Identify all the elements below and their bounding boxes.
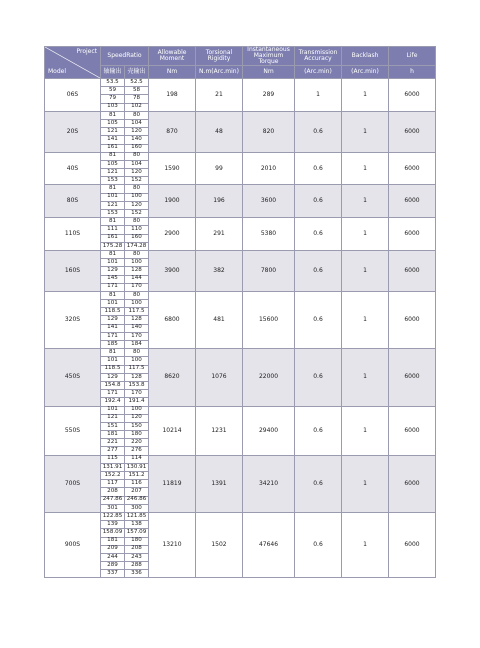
max-torque-cell: 47646 bbox=[243, 512, 295, 578]
header-max-torque: Instantaneous Maximum Torque bbox=[243, 47, 295, 66]
header-torsional-rigidity: Torsional Rigidity bbox=[196, 47, 243, 66]
transmission-accuracy-cell: 0.6 bbox=[295, 218, 342, 251]
shaft-ratio-cell: 175.28 bbox=[101, 242, 125, 250]
housing-ratio-cell: 144 bbox=[125, 275, 149, 283]
shaft-ratio-cell: 121 bbox=[101, 128, 125, 136]
backlash-cell: 1 bbox=[342, 250, 389, 291]
housing-ratio-cell: 80 bbox=[125, 250, 149, 258]
life-cell: 6000 bbox=[389, 291, 436, 348]
allowable-moment-cell: 1590 bbox=[149, 152, 196, 185]
torsional-rigidity-cell: 21 bbox=[196, 79, 243, 112]
shaft-ratio-cell: 121 bbox=[101, 201, 125, 209]
life-cell: 6000 bbox=[389, 512, 436, 578]
shaft-ratio-cell: 181 bbox=[101, 431, 125, 439]
shaft-ratio-cell: 115 bbox=[101, 455, 125, 463]
housing-ratio-cell: 130.91 bbox=[125, 463, 149, 471]
shaft-ratio-cell: 129 bbox=[101, 373, 125, 381]
housing-ratio-cell: 117.5 bbox=[125, 308, 149, 316]
table-row bbox=[45, 512, 436, 520]
shaft-ratio-cell: 192.4 bbox=[101, 398, 125, 406]
housing-ratio-cell: 116 bbox=[125, 480, 149, 488]
backlash-cell: 1 bbox=[342, 455, 389, 512]
shaft-ratio-cell: 81 bbox=[101, 185, 125, 193]
allowable-moment-cell: 8620 bbox=[149, 349, 196, 406]
shaft-ratio-cell: 244 bbox=[101, 553, 125, 561]
housing-ratio-cell: 140 bbox=[125, 324, 149, 332]
transmission-accuracy-cell: 0.6 bbox=[295, 152, 342, 185]
housing-ratio-cell: 104 bbox=[125, 160, 149, 168]
housing-ratio-cell: 120 bbox=[125, 201, 149, 209]
header-life: Life bbox=[389, 47, 436, 66]
housing-ratio-cell: 78 bbox=[125, 95, 149, 103]
max-torque-cell: 5380 bbox=[243, 218, 295, 251]
housing-ratio-cell: 151.2 bbox=[125, 472, 149, 480]
transmission-accuracy-cell: 0.6 bbox=[295, 111, 342, 152]
life-cell: 6000 bbox=[389, 185, 436, 218]
housing-ratio-cell: 100 bbox=[125, 406, 149, 414]
shaft-ratio-cell: 122.85 bbox=[101, 512, 125, 520]
shaft-ratio-cell: 79 bbox=[101, 95, 125, 103]
model-cell: 160S bbox=[45, 250, 101, 291]
shaft-ratio-cell: 153 bbox=[101, 177, 125, 185]
life-cell: 6000 bbox=[389, 79, 436, 112]
housing-ratio-cell: 100 bbox=[125, 300, 149, 308]
housing-ratio-cell: 243 bbox=[125, 553, 149, 561]
housing-ratio-cell: 170 bbox=[125, 390, 149, 398]
allowable-moment-cell: 198 bbox=[149, 79, 196, 112]
torsional-rigidity-cell: 1231 bbox=[196, 406, 243, 455]
backlash-cell: 1 bbox=[342, 111, 389, 152]
shaft-ratio-cell: 153 bbox=[101, 210, 125, 218]
life-cell: 6000 bbox=[389, 406, 436, 455]
shaft-ratio-cell: 118.5 bbox=[101, 365, 125, 373]
life-cell: 6000 bbox=[389, 111, 436, 152]
spec-table-body bbox=[45, 79, 436, 578]
shaft-ratio-cell: 121 bbox=[101, 414, 125, 422]
housing-ratio-cell: 128 bbox=[125, 373, 149, 381]
header-transmission-accuracy: Transmission Accuracy bbox=[295, 47, 342, 66]
backlash-cell: 1 bbox=[342, 79, 389, 112]
housing-ratio-cell: 170 bbox=[125, 332, 149, 340]
shaft-ratio-cell: 101 bbox=[101, 300, 125, 308]
shaft-ratio-cell: 161 bbox=[101, 144, 125, 152]
shaft-ratio-cell: 141 bbox=[101, 324, 125, 332]
unit-max-torque: Nm bbox=[243, 66, 295, 79]
housing-ratio-cell: 58 bbox=[125, 87, 149, 95]
housing-ratio-cell: 138 bbox=[125, 521, 149, 529]
torsional-rigidity-cell: 1502 bbox=[196, 512, 243, 578]
header-model-label: Model bbox=[48, 68, 67, 75]
table-row bbox=[45, 152, 436, 160]
housing-ratio-cell: 121.85 bbox=[125, 512, 149, 520]
torsional-rigidity-cell: 99 bbox=[196, 152, 243, 185]
torsional-rigidity-cell: 291 bbox=[196, 218, 243, 251]
housing-ratio-cell: 120 bbox=[125, 414, 149, 422]
housing-ratio-cell: 157.09 bbox=[125, 529, 149, 537]
housing-ratio-cell: 170 bbox=[125, 283, 149, 291]
housing-ratio-cell: 140 bbox=[125, 136, 149, 144]
transmission-accuracy-cell: 1 bbox=[295, 79, 342, 112]
allowable-moment-cell: 1900 bbox=[149, 185, 196, 218]
shaft-ratio-cell: 181 bbox=[101, 537, 125, 545]
model-cell: 320S bbox=[45, 291, 101, 348]
life-cell: 6000 bbox=[389, 455, 436, 512]
model-cell: 80S bbox=[45, 185, 101, 218]
housing-ratio-cell: 180 bbox=[125, 537, 149, 545]
housing-ratio-cell: 180 bbox=[125, 431, 149, 439]
shaft-ratio-cell: 151 bbox=[101, 422, 125, 430]
transmission-accuracy-cell: 0.6 bbox=[295, 291, 342, 348]
header-model-project-cell bbox=[45, 47, 101, 79]
backlash-cell: 1 bbox=[342, 291, 389, 348]
life-cell: 6000 bbox=[389, 218, 436, 251]
shaft-ratio-cell: 221 bbox=[101, 439, 125, 447]
unit-torsional-rigidity: N.m(Arc.min) bbox=[196, 66, 243, 79]
housing-ratio-cell: 160 bbox=[125, 234, 149, 242]
header-housing-output: 壳输出 bbox=[125, 66, 149, 79]
housing-ratio-cell: 80 bbox=[125, 152, 149, 160]
transmission-accuracy-cell: 0.6 bbox=[295, 455, 342, 512]
shaft-ratio-cell: 158.09 bbox=[101, 529, 125, 537]
housing-ratio-cell: 104 bbox=[125, 119, 149, 127]
shaft-ratio-cell: 129 bbox=[101, 316, 125, 324]
shaft-ratio-cell: 103 bbox=[101, 103, 125, 111]
table-row bbox=[45, 406, 436, 414]
shaft-ratio-cell: 111 bbox=[101, 226, 125, 234]
life-cell: 6000 bbox=[389, 152, 436, 185]
life-cell: 6000 bbox=[389, 250, 436, 291]
housing-ratio-cell: 208 bbox=[125, 545, 149, 553]
backlash-cell: 1 bbox=[342, 349, 389, 406]
shaft-ratio-cell: 118.5 bbox=[101, 308, 125, 316]
shaft-ratio-cell: 105 bbox=[101, 160, 125, 168]
housing-ratio-cell: 207 bbox=[125, 488, 149, 496]
allowable-moment-cell: 870 bbox=[149, 111, 196, 152]
shaft-ratio-cell: 141 bbox=[101, 136, 125, 144]
torsional-rigidity-cell: 382 bbox=[196, 250, 243, 291]
max-torque-cell: 34210 bbox=[243, 455, 295, 512]
shaft-ratio-cell: 81 bbox=[101, 349, 125, 357]
housing-ratio-cell: 52.5 bbox=[125, 79, 149, 87]
housing-ratio-cell: 80 bbox=[125, 349, 149, 357]
housing-ratio-cell: 150 bbox=[125, 422, 149, 430]
torsional-rigidity-cell: 196 bbox=[196, 185, 243, 218]
allowable-moment-cell: 2900 bbox=[149, 218, 196, 251]
housing-ratio-cell: 288 bbox=[125, 562, 149, 570]
shaft-ratio-cell: 337 bbox=[101, 570, 125, 578]
shaft-ratio-cell: 81 bbox=[101, 218, 125, 226]
shaft-ratio-cell: 81 bbox=[101, 111, 125, 119]
housing-ratio-cell: 153.8 bbox=[125, 381, 149, 389]
model-cell: 450S bbox=[45, 349, 101, 406]
table-row bbox=[45, 455, 436, 463]
housing-ratio-cell: 246.86 bbox=[125, 496, 149, 504]
shaft-ratio-cell: 185 bbox=[101, 341, 125, 349]
allowable-moment-cell: 13210 bbox=[149, 512, 196, 578]
backlash-cell: 1 bbox=[342, 185, 389, 218]
housing-ratio-cell: 220 bbox=[125, 439, 149, 447]
shaft-ratio-cell: 247.86 bbox=[101, 496, 125, 504]
backlash-cell: 1 bbox=[342, 406, 389, 455]
torsional-rigidity-cell: 1391 bbox=[196, 455, 243, 512]
housing-ratio-cell: 80 bbox=[125, 291, 149, 299]
shaft-ratio-cell: 277 bbox=[101, 447, 125, 455]
unit-life: h bbox=[389, 66, 436, 79]
unit-transmission-accuracy: (Arc.min) bbox=[295, 66, 342, 79]
shaft-ratio-cell: 53.5 bbox=[101, 79, 125, 87]
shaft-ratio-cell: 81 bbox=[101, 152, 125, 160]
shaft-ratio-cell: 101 bbox=[101, 357, 125, 365]
transmission-accuracy-cell: 0.6 bbox=[295, 250, 342, 291]
max-torque-cell: 29400 bbox=[243, 406, 295, 455]
housing-ratio-cell: 100 bbox=[125, 357, 149, 365]
model-cell: 40S bbox=[45, 152, 101, 185]
shaft-ratio-cell: 101 bbox=[101, 193, 125, 201]
shaft-ratio-cell: 117 bbox=[101, 480, 125, 488]
shaft-ratio-cell: 301 bbox=[101, 504, 125, 512]
max-torque-cell: 820 bbox=[243, 111, 295, 152]
housing-ratio-cell: 174.28 bbox=[125, 242, 149, 250]
shaft-ratio-cell: 171 bbox=[101, 332, 125, 340]
model-cell: 06S bbox=[45, 79, 101, 112]
shaft-ratio-cell: 289 bbox=[101, 562, 125, 570]
header-allowable-moment: Allowable Moment bbox=[149, 47, 196, 66]
shaft-ratio-cell: 81 bbox=[101, 291, 125, 299]
housing-ratio-cell: 117.5 bbox=[125, 365, 149, 373]
backlash-cell: 1 bbox=[342, 152, 389, 185]
table-row bbox=[45, 250, 436, 258]
header-speed-ratio: SpeedRatio bbox=[101, 47, 149, 66]
max-torque-cell: 3600 bbox=[243, 185, 295, 218]
transmission-accuracy-cell: 0.6 bbox=[295, 185, 342, 218]
housing-ratio-cell: 128 bbox=[125, 316, 149, 324]
shaft-ratio-cell: 129 bbox=[101, 267, 125, 275]
housing-ratio-cell: 100 bbox=[125, 259, 149, 267]
housing-ratio-cell: 191.4 bbox=[125, 398, 149, 406]
housing-ratio-cell: 110 bbox=[125, 226, 149, 234]
shaft-ratio-cell: 139 bbox=[101, 521, 125, 529]
max-torque-cell: 2010 bbox=[243, 152, 295, 185]
max-torque-cell: 289 bbox=[243, 79, 295, 112]
housing-ratio-cell: 276 bbox=[125, 447, 149, 455]
model-cell: 700S bbox=[45, 455, 101, 512]
model-cell: 110S bbox=[45, 218, 101, 251]
model-cell: 900S bbox=[45, 512, 101, 578]
model-cell: 20S bbox=[45, 111, 101, 152]
shaft-ratio-cell: 161 bbox=[101, 234, 125, 242]
header-backlash: Backlash bbox=[342, 47, 389, 66]
allowable-moment-cell: 10214 bbox=[149, 406, 196, 455]
shaft-ratio-cell: 145 bbox=[101, 275, 125, 283]
spec-table bbox=[44, 46, 436, 578]
shaft-ratio-cell: 171 bbox=[101, 390, 125, 398]
housing-ratio-cell: 114 bbox=[125, 455, 149, 463]
unit-allowable-moment: Nm bbox=[149, 66, 196, 79]
model-cell: 550S bbox=[45, 406, 101, 455]
unit-backlash: (Arc.min) bbox=[342, 66, 389, 79]
max-torque-cell: 15600 bbox=[243, 291, 295, 348]
backlash-cell: 1 bbox=[342, 512, 389, 578]
housing-ratio-cell: 300 bbox=[125, 504, 149, 512]
backlash-cell: 1 bbox=[342, 218, 389, 251]
header-project-label: Project bbox=[76, 48, 97, 55]
housing-ratio-cell: 160 bbox=[125, 144, 149, 152]
allowable-moment-cell: 6800 bbox=[149, 291, 196, 348]
housing-ratio-cell: 128 bbox=[125, 267, 149, 275]
housing-ratio-cell: 100 bbox=[125, 193, 149, 201]
transmission-accuracy-cell: 0.6 bbox=[295, 512, 342, 578]
torsional-rigidity-cell: 1076 bbox=[196, 349, 243, 406]
shaft-ratio-cell: 152.2 bbox=[101, 472, 125, 480]
transmission-accuracy-cell: 0.6 bbox=[295, 406, 342, 455]
shaft-ratio-cell: 59 bbox=[101, 87, 125, 95]
table-row bbox=[45, 218, 436, 226]
housing-ratio-cell: 80 bbox=[125, 218, 149, 226]
max-torque-cell: 22000 bbox=[243, 349, 295, 406]
shaft-ratio-cell: 105 bbox=[101, 119, 125, 127]
shaft-ratio-cell: 121 bbox=[101, 169, 125, 177]
table-row bbox=[45, 111, 436, 119]
table-row bbox=[45, 349, 436, 357]
shaft-ratio-cell: 101 bbox=[101, 406, 125, 414]
housing-ratio-cell: 336 bbox=[125, 570, 149, 578]
housing-ratio-cell: 120 bbox=[125, 169, 149, 177]
table-row bbox=[45, 291, 436, 299]
transmission-accuracy-cell: 0.6 bbox=[295, 349, 342, 406]
shaft-ratio-cell: 171 bbox=[101, 283, 125, 291]
life-cell: 6000 bbox=[389, 349, 436, 406]
shaft-ratio-cell: 209 bbox=[101, 545, 125, 553]
allowable-moment-cell: 11819 bbox=[149, 455, 196, 512]
max-torque-cell: 7800 bbox=[243, 250, 295, 291]
housing-ratio-cell: 152 bbox=[125, 210, 149, 218]
housing-ratio-cell: 152 bbox=[125, 177, 149, 185]
table-row bbox=[45, 79, 436, 87]
table-row bbox=[45, 185, 436, 193]
housing-ratio-cell: 80 bbox=[125, 185, 149, 193]
housing-ratio-cell: 80 bbox=[125, 111, 149, 119]
shaft-ratio-cell: 131.91 bbox=[101, 463, 125, 471]
housing-ratio-cell: 120 bbox=[125, 128, 149, 136]
shaft-ratio-cell: 81 bbox=[101, 250, 125, 258]
torsional-rigidity-cell: 481 bbox=[196, 291, 243, 348]
shaft-ratio-cell: 101 bbox=[101, 259, 125, 267]
allowable-moment-cell: 3900 bbox=[149, 250, 196, 291]
housing-ratio-cell: 102 bbox=[125, 103, 149, 111]
header-shaft-output: 轴输出 bbox=[101, 66, 125, 79]
torsional-rigidity-cell: 48 bbox=[196, 111, 243, 152]
shaft-ratio-cell: 154.8 bbox=[101, 381, 125, 389]
housing-ratio-cell: 184 bbox=[125, 341, 149, 349]
shaft-ratio-cell: 208 bbox=[101, 488, 125, 496]
